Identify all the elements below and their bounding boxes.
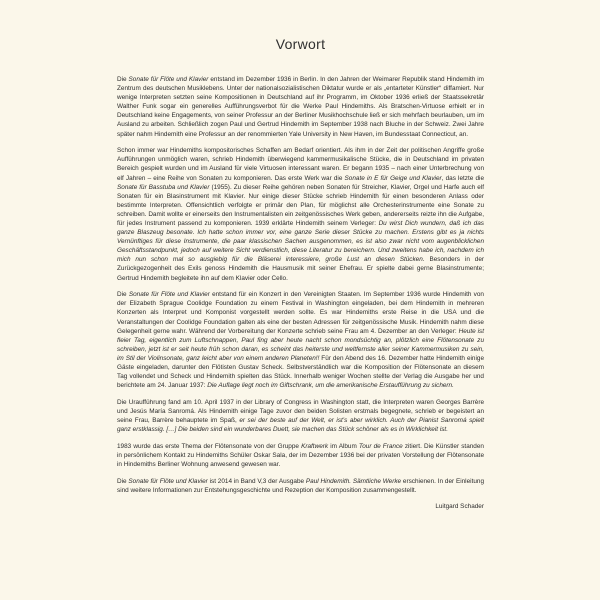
text-segment: 1983 wurde das erste Thema der Flötensonate von der Gruppe: [117, 442, 302, 450]
text-segment: (1955). Zu dieser Reihe gehören neben Sonaten für Streicher, Klavier, Orgel und Harfe auch elf Sonaten für ein Blasinstrument mit Klavier. Nur einige dieser Stücke schrieb Hindemith für einen besonderen Anlass oder bestimmte Interpreten. Offensichtlich verfolgte er primär den Plan, für möglichst alle Orchesterinstrumente eine Sonate zu schreiben. Damit wollte er einerseits den Instrumentalisten ein zeitgenössisches Werk geben, andererseits reizte ihn die Aufgabe, für jedes Instrument passend zu komponieren. 1939 erklärte Hindemith seinem Verleger:: [117, 183, 484, 227]
text-segment: , das letzte die: [441, 174, 484, 182]
italic-text: Kraftwerk: [301, 442, 329, 450]
text-segment: Die: [117, 477, 129, 485]
text-segment: Schon immer war Hindemiths kompositorisches Schaffen am Bedarf orientiert. Als ihm in der Zeit der politischen Angriffe große Aufführungen unmöglich waren, schrieb Hindemith überwiegend kammermusikalische Stücke, die in Deutschland im privaten Bereich gespielt wurden und im Ausland für viele Virtuosen interessant waren. Er begann 1935 – nach einer Unterbrechung von elf Jahren – eine Reihe von Sonaten zu komponieren. Das erste Werk war die: [117, 147, 484, 182]
paragraph: [117, 75, 484, 139]
paragraph: [117, 398, 484, 434]
paragraph: [117, 442, 484, 469]
italic-text: Die Auflage liegt noch im Giftschrank, um die amerikanische Erstaufführung zu sichern.: [207, 382, 454, 390]
italic-text: Tour de France: [358, 442, 403, 450]
text-segment: im Album: [328, 442, 359, 450]
italic-text: Du wirst Dich wundern, daß ich das ganze Blaszeug besonate. Ich hatte schon immer vor, eine ganze Serie dieser Stücke zu machen. Erstens gibt es ja nichts Vernünftiges für diese Instrumente, die paar klassischen Sachen ausgenommen, es ist also zwar nicht vom augenblicklichen Geschäftsstandpunkt, jedoch auf weitere Sicht verdienstlich, diese Literatur zu bereichern. Und zweitens habe ich, nachdem ich mich nun schon mal so ausgiebig für die Bläserei interessiere, große Lust an diesen Stücken.: [117, 220, 484, 264]
italic-text: Sonate für Flöte und Klavier: [128, 291, 210, 299]
text-segment: Die Uraufführung fand am 10. April 1937 in der Library of Congress in Washington statt, die Interpreten waren Georges Barrère und Jesús María Sanromá. Als Hindemith einige Tage zuvor den beiden Solisten erstmals begegnete, schrieb er begeistert an seine Frau, Barrère behauptete im Spaß,: [117, 398, 484, 425]
text-segment: Die: [117, 291, 129, 299]
text-segment: Für den Abend des 16. Dezember hatte Hindemith einige Gäste eingeladen, darunter den Flötisten Gustav Scheck. Selbstverständlich war die Komposition der Flötensonate an diesem Tag vollendet und Scheck und Hindemith spielten das Stück. Innerhalb weniger Wochen stellte der Verlag die Ausgabe her und berichtete am 24. Januar 1937:: [117, 354, 484, 390]
paragraph: [117, 146, 484, 282]
italic-text: Sonate in E für Geige und Klavier: [344, 174, 442, 182]
italic-text: Sonate für Flöte und Klavier: [128, 477, 208, 485]
text-segment: erschienen. In der Einleitung sind weitere Informationen zur Entstehungsgeschichte und Rezeption der Komposition zusammengestellt.: [117, 477, 485, 494]
page-title: Vorwort: [275, 36, 326, 52]
text-segment: Besonders in der Zurückgezogenheit des Exils genoss Hindemith die Hausmusik mit seiner Ehefrau. Er spielte dabei gerne Blasinstrumente; Gertrud Hindemith begleitete ihn auf dem Klavier oder Cello.: [117, 256, 484, 282]
italic-text: Heute ist fleier Tag, eigentlich zum Luftschnappen, Paul fing aber heute nacht schon mondsüchtig an, plötzlich eine Flötensonate zu schreiben, jetzt ist er seit heute früh schon daran, es scheint das heiterste und weltfernste aller seiner Kammermusiken zu sein, im Stil der Violinsonate, ganz leicht aber von einem anderen Planeten!!: [117, 327, 484, 362]
italic-text: Sonate für Basstuba und Klavier: [117, 183, 210, 191]
text-segment: zitiert. Die Künstler standen in persönlichem Kontakt zu Hindemiths Schüler Oskar Sala, der im Dezember 1936 bei der privaten Vorstellung der Flötensonate in Hindemiths Berliner Wohnung anwesend gewesen war.: [117, 442, 484, 469]
author-signature: Luitgard Schader: [435, 502, 484, 510]
text-segment: entstand im Dezember 1936 in Berlin. In den Jahren der Weimarer Republik stand Hindemith im Zentrum des deutschen Musiklebens. Unter der nationalsozialistischen Diktatur wurde er als „entarteter Künstler“ diffamiert. Nur wenige Interpreten setzten seine Kompositionen in Deutschland auf ihr Programm, im Oktober 1936 erließ der Staatssekretär Walther Funk sogar ein generelles Aufführungsverbot für die Werke Paul Hindemiths. Als Bratschen-Virtuose erhielt er in Deutschland keine Engagements, von seiner Professur an der Berliner Musikhochschule ließ er sich mehrfach beurlauben, um im Ausland zu arbeiten. Schließlich zogen Paul und Gertrud Hindemith im September 1938 nach Bluche in der Schweiz. Zwei Jahre später nahm Hindemith eine Professur an der renommierten Yale University in New Haven, im Bundesstaat Connecticut, an.: [117, 76, 484, 138]
text-segment: entstand für ein Konzert in den Vereinigten Staaten. Im September 1936 wurde Hindemith von der Elizabeth Sprague Coolidge Foundation zu einem Festival in Washington eingeladen, bei dem Hindemith in mehreren Konzerten als Interpret und Komponist vorgestellt werden sollte. Es war Hindemiths erste Reise in die USA und die Veranstaltungen der Coolidge Foundation galten als eine der besten Adressen für zeitgenössische Musik. Hindemith nahm diese Gelegenheit gerne wahr. Während der Vorbereitung der Konzerte schrieb seine Frau am 4. Dezember an den Verleger:: [117, 291, 484, 335]
paragraph: [117, 477, 484, 495]
italic-text: Paul Hindemith. Sämtliche Werke: [305, 477, 402, 485]
text-segment: ist 2014 in Band V,3 der Ausgabe: [207, 477, 306, 485]
paragraph: [117, 290, 484, 390]
italic-text: Sonate für Flöte und Klavier: [128, 76, 209, 83]
preface-body: [117, 75, 484, 495]
italic-text: er sei der beste auf der Welt, er ist’s aber wirklich. Auch der Pianist Sanromá spielt ganz erstklassig. […] Die beiden sind ein wunderbares Duett, sie machen das Stück schöner als es in Wirklichkeit ist.: [117, 417, 484, 434]
text-segment: Die: [117, 76, 129, 83]
